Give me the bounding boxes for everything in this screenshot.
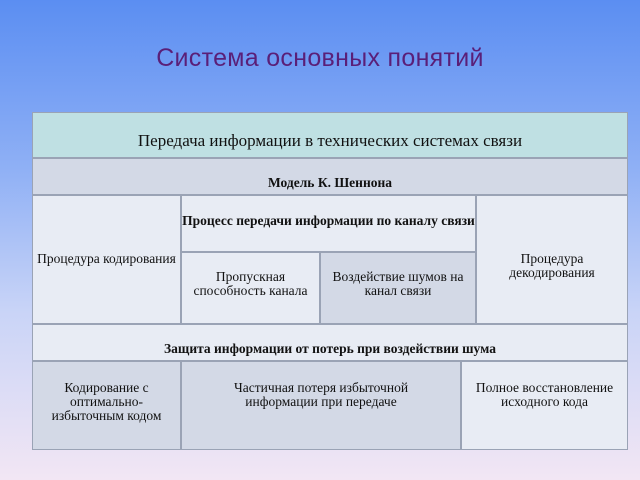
- table-header: Передача информации в технических системах связи: [137, 131, 523, 150]
- noise-effect-cell: [320, 252, 476, 324]
- optimal-coding-cell: [32, 361, 181, 450]
- shannon-model-cell: [32, 158, 628, 195]
- noise-effect: Воздействие шумов на канал связи: [332, 269, 464, 298]
- partial-loss: Частичная потеря избыточной информации при передаче: [233, 380, 409, 409]
- protection-cell: [32, 324, 628, 361]
- decoding-procedure: Процедура декодирования: [509, 251, 595, 280]
- transfer-process-cell: [181, 195, 476, 252]
- table-header-cell: [32, 112, 628, 158]
- transfer-process: Процесс передачи информации по каналу связи: [182, 213, 475, 228]
- protection: Защита информации от потерь при воздействии шума: [164, 341, 496, 356]
- channel-capacity-cell: [181, 252, 320, 324]
- partial-loss-cell: [181, 361, 461, 450]
- coding-procedure-cell: [32, 195, 181, 324]
- decoding-procedure-cell: [476, 195, 628, 324]
- full-recovery-cell: [461, 361, 628, 450]
- shannon-model: Модель К. Шеннона: [267, 175, 393, 190]
- channel-capacity: Пропускная способность канала: [193, 269, 308, 298]
- coding-procedure: Процедура кодирования: [37, 251, 176, 266]
- slide-title: Система основных понятий: [156, 44, 484, 72]
- optimal-coding: Кодирование с оптимально-избыточным кодом: [51, 380, 162, 423]
- full-recovery: Полное восстановление исходного кода: [475, 380, 614, 409]
